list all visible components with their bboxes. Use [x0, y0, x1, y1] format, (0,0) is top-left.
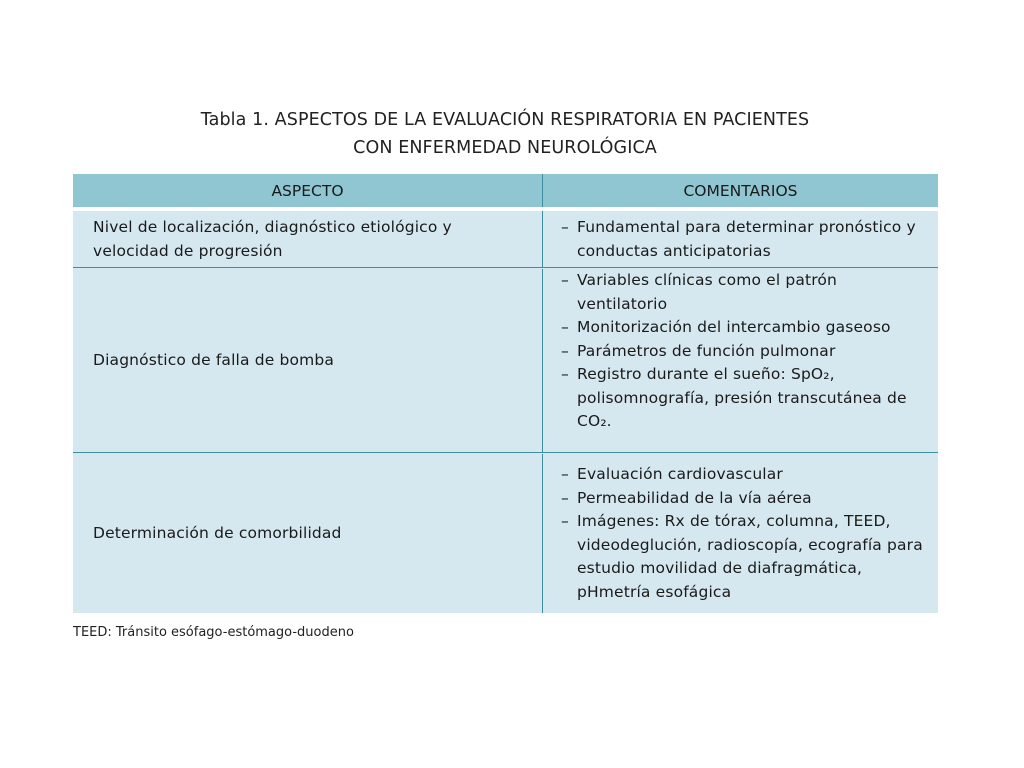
comentarios-cell [542, 211, 938, 267]
comentarios-list [561, 269, 932, 434]
aspecto-cell [73, 211, 542, 267]
aspecto-text: Determinación de comorbilidad [93, 523, 342, 542]
aspecto-cell [73, 269, 542, 452]
aspecto-text: Nivel de localización, diagnóstico etiológico y velocidad de progresión [93, 218, 452, 260]
comentario-item: – Monitorización del intercambio gaseoso [561, 316, 932, 340]
comentarios-list [561, 463, 932, 604]
table-title-line2: CON ENFERMEDAD NEUROLÓGICA [353, 138, 657, 158]
comentario-item: – Fundamental para determinar pronóstico y conductas anticipatorias [561, 216, 932, 263]
comentario-item: – Registro durante el sueño: SpO₂, polisomnografía, presión transcutánea de CO₂. [561, 363, 932, 434]
comentario-item: – Permeabilidad de la vía aérea [561, 487, 932, 511]
table-row [73, 211, 938, 267]
aspecto-cell [73, 454, 542, 613]
header-comentarios: COMENTARIOS [542, 174, 938, 207]
table-title [0, 106, 1010, 162]
comentarios-cell [542, 269, 938, 452]
respiratory-evaluation-table [73, 174, 938, 613]
aspecto-text: Diagnóstico de falla de bomba [93, 350, 334, 369]
comentario-item: – Variables clínicas como el patrón ventilatorio [561, 269, 932, 316]
comentario-item: – Evaluación cardiovascular [561, 463, 932, 487]
table-row [73, 269, 938, 452]
table-footnote: TEED: Tránsito esófago-estómago-duodeno [73, 625, 354, 640]
comentario-item: – Imágenes: Rx de tórax, columna, TEED, videodeglución, radioscopía, ecografía para estudio movilidad de diafragmática, pHmetría esofágica [561, 510, 932, 604]
comentarios-list [561, 216, 932, 263]
table-header-row [73, 174, 938, 207]
header-aspecto: ASPECTO [271, 181, 344, 200]
table-title-line1: Tabla 1. ASPECTOS DE LA EVALUACIÓN RESPIRATORIA EN PACIENTES [200, 110, 810, 130]
comentarios-cell [542, 454, 938, 613]
table-row [73, 454, 938, 613]
comentario-item: – Parámetros de función pulmonar [561, 340, 932, 364]
